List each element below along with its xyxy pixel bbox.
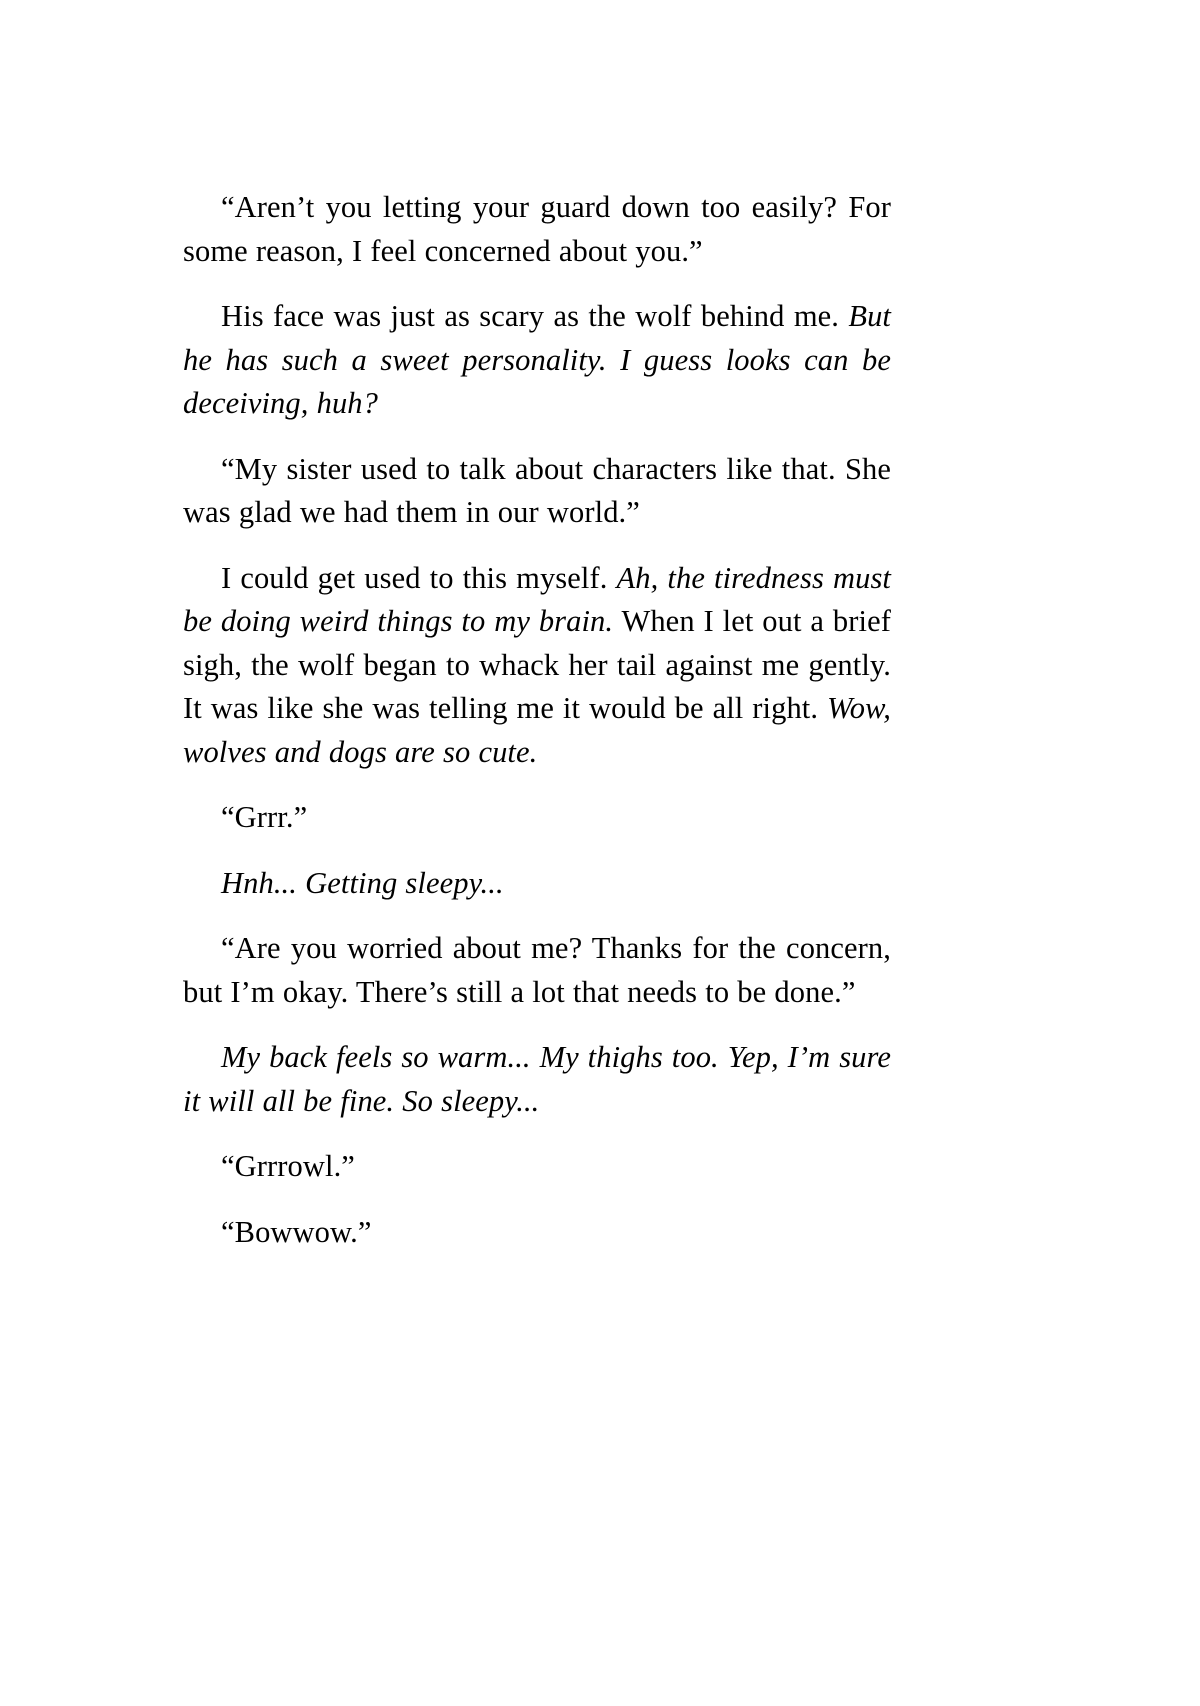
italic-text-run: Wow, wolves and dogs are so cute. bbox=[183, 691, 891, 769]
italic-text-run: But he has such a sweet personality. I guess looks can be deceiving, huh? bbox=[183, 299, 891, 420]
paragraph bbox=[183, 1036, 891, 1123]
paragraph bbox=[183, 448, 891, 535]
italic-text-run: Hnh... Getting sleepy... bbox=[221, 865, 504, 900]
paragraph bbox=[183, 1145, 891, 1189]
text-run: “Grrrowl.” bbox=[221, 1149, 355, 1183]
paragraph bbox=[183, 862, 891, 906]
paragraph bbox=[183, 186, 891, 273]
text-run: “Grrr.” bbox=[221, 800, 308, 834]
text-run: “Bowwow.” bbox=[221, 1214, 372, 1249]
paragraph bbox=[183, 557, 891, 775]
text-run: His face was just as scary as the wolf behind me. bbox=[221, 299, 849, 333]
text-run: When I let out a brief sigh, the wolf began to whack her tail against me gently. It was like she was telling me it would be all right. bbox=[183, 604, 891, 725]
paragraph bbox=[183, 796, 891, 840]
paragraph bbox=[183, 1211, 891, 1255]
italic-text-run: My back feels so warm... My thighs too. Yep, I’m sure it will all be fine. So sleepy... bbox=[183, 1040, 891, 1118]
text-run: “Aren’t you letting your guard down too easily? For some reason, I feel concerned about you.” bbox=[183, 190, 891, 268]
italic-text-run: Ah, the tiredness must be doing weird things to my brain. bbox=[183, 560, 891, 638]
paragraph bbox=[183, 295, 891, 426]
paragraph bbox=[183, 927, 891, 1014]
text-run: “Are you worried about me? Thanks for the concern, but I’m okay. There’s still a lot that needs to be done.” bbox=[183, 931, 891, 1009]
text-run: “My sister used to talk about characters like that. She was glad we had them in our world.” bbox=[183, 451, 891, 529]
text-run: I could get used to this myself. bbox=[221, 560, 617, 595]
page-text-block bbox=[183, 186, 891, 1254]
